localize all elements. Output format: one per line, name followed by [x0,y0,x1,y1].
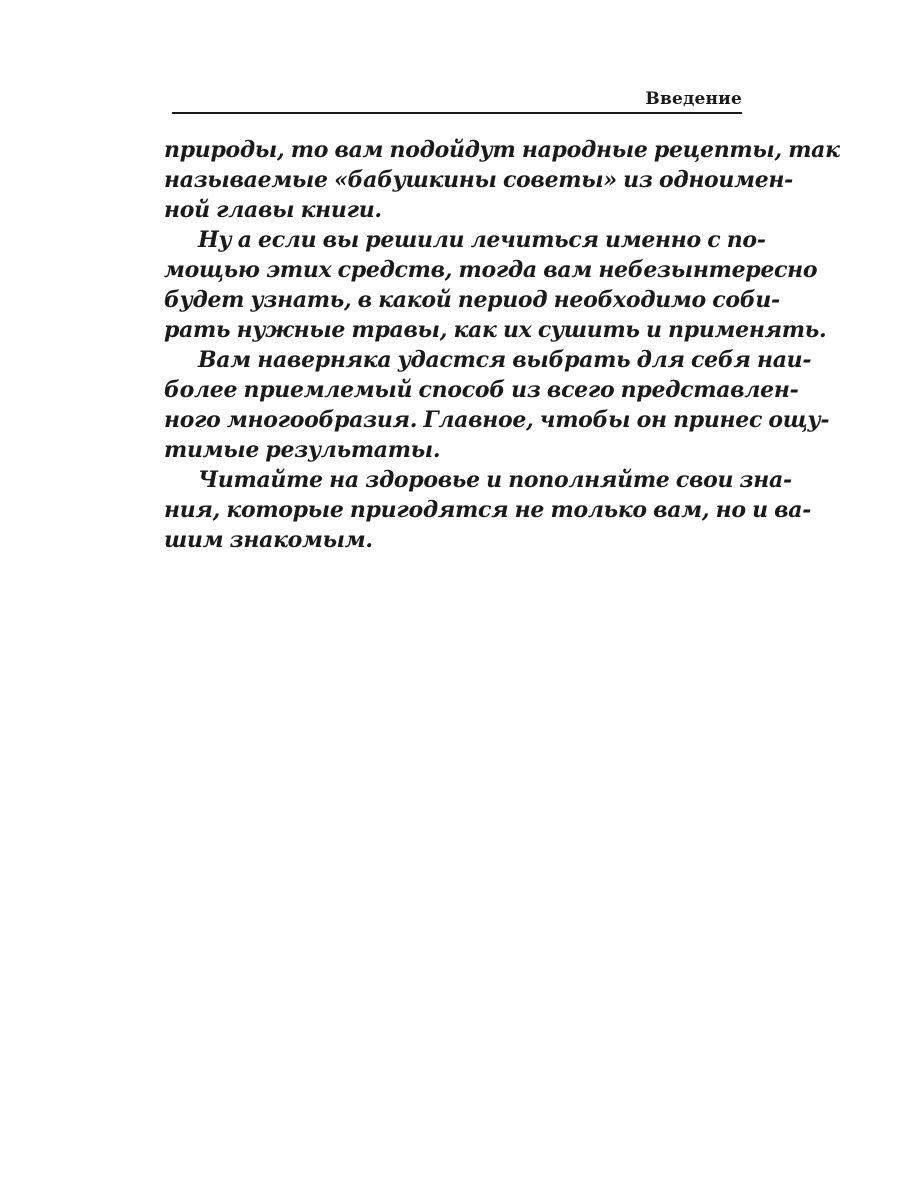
body-text [164,135,840,555]
text-line: Ну а если вы решили лечиться именно с по- [198,227,766,253]
text-line: тимые результаты. [164,437,441,463]
text-line: будет узнать, в какой период необходимо соби- [164,287,780,313]
text-line: шим знакомым. [164,527,373,553]
text-line: ной главы книги. [164,197,382,223]
text-line: более приемлемый способ из всего представлен- [164,377,799,403]
text-line: ного многообразия. Главное, чтобы он принес ощу- [164,407,830,433]
text-line: природы, то вам подойдут народные рецепты, так [164,137,840,163]
text-line: Вам наверняка удастся выбрать для себя наи- [198,347,812,373]
header-rule [172,112,742,114]
text-line: рать нужные травы, как их сушить и применять. [164,317,827,343]
running-header-title: Введение [645,89,742,109]
text-line: ния, которые пригодятся не только вам, но и ва- [164,497,812,523]
text-line: мощью этих средств, тогда вам небезынтересно [164,257,818,283]
text-line: Читайте на здоровье и пополняйте свои зна- [198,467,792,493]
text-line: называемые «бабушкины советы» из одноимен- [164,167,794,193]
running-header [172,86,742,116]
